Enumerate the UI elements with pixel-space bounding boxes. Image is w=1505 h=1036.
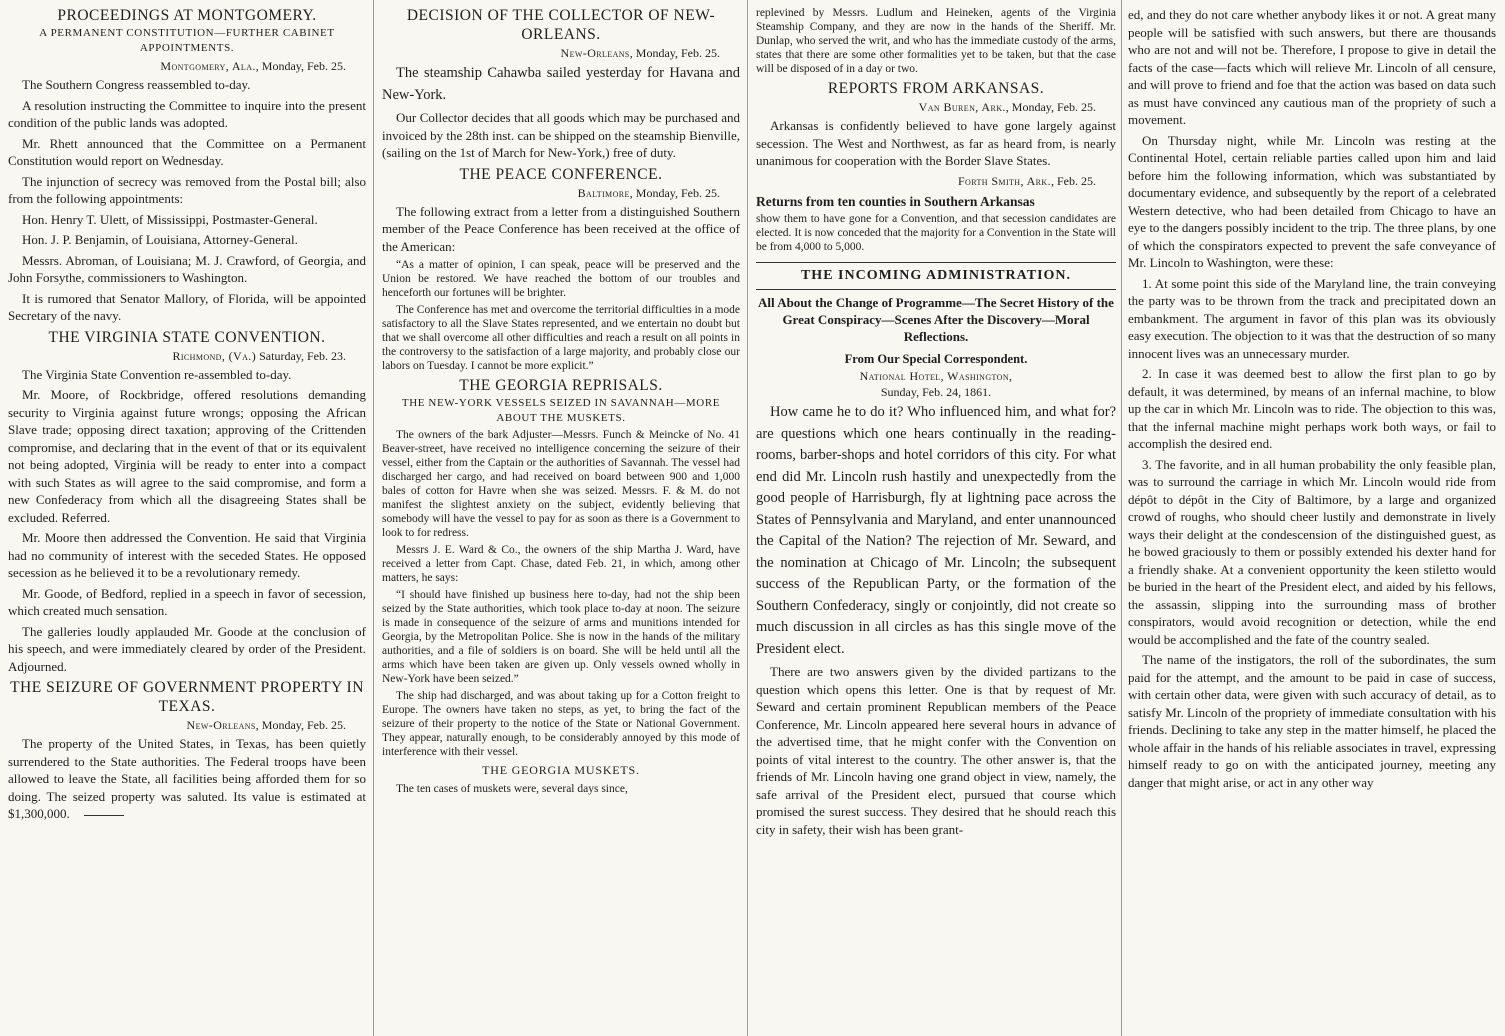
- paragraph: Mr. Moore then addressed the Convention. He said that Virginia had no community of interest with the seceded States. He opposed secession as he believed it to be a revolutionary remedy.: [8, 530, 366, 580]
- paragraph: Mr. Goode, of Bedford, replied in a speech in favor of secession, which created much sensation.: [8, 585, 366, 618]
- paragraph: The name of the instigators, the roll of the subordinates, the sum paid for the attempt, and the amount to be paid in case of success, with certain other data, were given with such accuracy of detail, as to satisfy Mr. Lincoln of the propriety of immediate consultation with his friends. Declining to take any step in the matter himself, he placed the whole affair in the hands of his reliable associates in travel, expressing himself ready to go on with the anticipated journey, meeting any danger that might arise, or act in any other way: [1128, 652, 1496, 790]
- paragraph: Hon. Henry T. Ulett, of Mississippi, Postmaster-General.: [22, 211, 318, 227]
- paragraph: Arkansas is confidently believed to have gone largely against secession. The West and Northwest, as far as heard from, is nearly unanimous for cooperation with the Border Slave States.: [756, 118, 1116, 168]
- paragraph: Our Collector decides that all goods which may be purchased and invoiced by the 28th inst. can be shipped on the steamship Bienville, (sailing on the 1st of March for New-York,) free of duty.: [382, 110, 740, 160]
- column-1: [8, 6, 366, 1036]
- paragraph: The owners of the bark Adjuster—Messrs. Funch & Meincke of No. 41 Beaver-street, have received no intelligence concerning the seizure of their vessel, either from the Captain or the authorities of Savannah. The vessel had discharged her cargo, and had received on board between 900 and 1,000 bales of cotton for Havre when she was seized. Messrs. F. & M. do not manifest the slightest anxiety on the subject, evidently believing that somebody will have the vessel to pay for as soon as there is a Government to look to for redress.: [382, 429, 740, 539]
- correspondent-line: From Our Special Correspondent.: [844, 351, 1028, 366]
- paragraph: The following extract from a letter from a distinguished Southern member of the Peace Conference has been received at the office of the American:: [382, 203, 740, 254]
- paragraph: Mr. Rhett announced that the Committee on a Permanent Constitution would report on Wednesday.: [8, 135, 366, 168]
- paragraph: The Virginia State Convention re-assembled to-day.: [22, 366, 292, 382]
- headline: THE PEACE CONFERENCE.: [459, 165, 663, 183]
- paragraph: 3. The favorite, and in all human probability the only feasible plan, was to surround the carriage in which Mr. Lincoln would ride from dépôt to dépôt in the City of Baltimore, by a large and organized crowd of roughs, who should cheer lustily and demonstrate in lively ways their delight at the condescension of the distinguished guest, as he bowed graciously to them or possibly extended his dexter hand for a friendly shake. At a convenient opportunity the keen stiletto would be buried in the heart of the President elect, and aided by his fellows, the assassin, slipping into the surrounding mass of brother conspirators, would avoid recognition or detection, while the end would be accomplished and the fate of the country sealed.: [1128, 456, 1496, 647]
- paragraph: The injunction of secrecy was removed from the Postal bill; also from the following appointments:: [8, 173, 366, 206]
- paragraph: The Southern Congress reassembled to-day.: [22, 77, 251, 92]
- paragraph: The steamship Cahawba sailed yesterday for Havana and New-York.: [382, 65, 740, 103]
- quote-paragraph: The Conference has met and overcome the territorial difficulties in a mode satisfactory to all the Slave States represented, and we entertain no doubt but that we shall overcome all other difficulties and reach a result on all points in the controversy to the satisfaction of a large majority, and probably close our labors on Tuesday. I cannot be more explicit.”: [382, 304, 740, 372]
- subheadline: A PERMANENT CONSTITUTION—FURTHER CABINET APPOINTMENTS.: [39, 27, 335, 54]
- dateline: National Hotel, Washington, Sunday, Feb. 24, 1861.: [859, 369, 1013, 399]
- paragraph: A resolution instructing the Committee to inquire into the present condition of the public lands was adopted.: [8, 97, 366, 130]
- dateline: Van Buren, Ark., Monday, Feb. 25.: [918, 100, 1096, 114]
- paragraph: Hon. J. P. Benjamin, of Louisiana, Attorney-General.: [22, 232, 298, 247]
- headline: DECISION OF THE COLLECTOR OF NEW-ORLEANS.: [406, 7, 716, 43]
- paragraph: There are two answers given by the divided partizans to the question which opens this letter. One is that by request of Mr. Seward and certain prominent Republican members of the Peace Conference, Mr. Lincoln appeared here several hours in advance of the advertised time, that he might confer with the Convention on points of vital interest to the country. The other answer is, that the friends of Mr. Lincoln having one grand object in view, namely, the safe arrival of the President elect, pursued that course which promised the surest success. They desired that he should reach this city in safety, their wish has been grant-: [756, 664, 1116, 837]
- column-rule: [1121, 0, 1122, 1036]
- paragraph: How came he to do it? Who influenced him, and what for? are questions which one hears continually in the reading-rooms, barber-shops and hotel corridors of this city. For what end did Mr. Lincoln rush hastily and unexpectedly from the good people of Harrisburgh, fly at lightning pace across the States of Pennsylvania and Maryland, and enter unannounced the Capital of the Nation? The rejection of Mr. Seward, and the nomination at Chicago of Mr. Lincoln; the subsequent success of the Republican Party, or the formation of the Southern Confederacy, singly or conjointly, did not create so much discussion in all circles as has this single move of the President elect.: [756, 404, 1116, 657]
- headline: PROCEEDINGS AT MONTGOMERY.: [57, 7, 317, 24]
- dateline: Richmond, (Va.) Saturday, Feb. 23.: [172, 348, 346, 363]
- headline: THE INCOMING ADMINISTRATION.: [756, 262, 1116, 290]
- dateline: New-Orleans, Monday, Feb. 25.: [560, 46, 720, 60]
- subheadline: THE NEW-YORK VESSELS SEIZED IN SAVANNAH—MORE ABOUT THE MUSKETS.: [401, 397, 721, 424]
- dateline: Baltimore, Monday, Feb. 25.: [577, 185, 720, 200]
- paragraph: replevined by Messrs. Ludlum and Heineken, agents of the Virginia Steamship Company, and they are now in the hands of the Sheriff. Mr. Dunlap, who served the writ, and who has the immediate custody of the arms, states that there are some other formalities yet to be taken, but that the case will be disposed of in a day or two.: [756, 7, 1116, 75]
- dateline: Forth Smith, Ark., Feb. 25.: [957, 173, 1096, 188]
- quote-paragraph: “I should have finished up business here to-day, had not the ship been seized by the State authorities, which took place to-day at noon. The seizure is made in consequence of the seizure of arms and munitions intended for Georgia, by the Metropolitan Police. She is now in the hands of the military authorities, and a file of soldiers is on board. She will be held until all the arms which have been taken are given up. Only vessels owned wholly in New-York have been seized.”: [382, 589, 740, 685]
- subheadline: All About the Change of Programme—The Secret History of the Great Conspiracy—Scenes After the Discovery—Moral Reflections.: [758, 294, 1114, 344]
- paragraph: Messrs. Abroman, of Louisiana; M. J. Crawford, of Georgia, and John Forsythe, commissioners to Washington.: [8, 252, 366, 285]
- headline: THE VIRGINIA STATE CONVENTION.: [48, 328, 326, 346]
- paragraph: The ship had discharged, and was about taking up for a Cotton freight to Europe. The owners have taken no steps, as yet, to bring the fact of the seizure of their property to the notice of the State or National Government. They appear, naturally enough, to be considerably annoyed by this mode of interference with their vessel.: [382, 690, 740, 758]
- bold-lead: Returns from ten counties in Southern Arkansas: [756, 193, 1035, 209]
- paragraph: It is rumored that Senator Mallory, of Florida, will be appointed Secretary of the navy.: [8, 290, 366, 323]
- paragraph: The ten cases of muskets were, several days since,: [396, 782, 628, 795]
- paragraph: 1. At some point this side of the Maryland line, the train conveying the party was to be thrown from the track and precipitated down an embankment. The argument in favor of this plan was its obviously easy execution. The objection to it was that the destruction of so many innocent lives was an unnecessary murder.: [1128, 275, 1496, 361]
- column-4: [1128, 6, 1496, 1036]
- column-rule: [373, 0, 374, 1036]
- end-rule: [84, 815, 124, 816]
- headline: THE GEORGIA REPRISALS.: [459, 377, 663, 394]
- headline: REPORTS FROM ARKANSAS.: [827, 80, 1045, 97]
- column-3: [756, 6, 1116, 1036]
- paragraph: The property of the United States, in Texas, has been quietly surrendered to the State authorities. The Federal troops have been allowed to leave the State, all facilities being afforded them for so doing. The seized property was saluted. Its value is estimated at $1,300,000.: [8, 736, 366, 821]
- quote-paragraph: “As a matter of opinion, I can speak, peace will be preserved and the Union be restored. We have reached the bottom of our troubles and henceforth our fortunes will be brighter.: [382, 259, 740, 299]
- dateline: New-Orleans, Monday, Feb. 25.: [186, 718, 346, 732]
- paragraph: Mr. Moore, of Rockbridge, offered resolutions demanding security to Virginia against future wrongs; opposing the African Slave trade; opposing direct taxation; approving of the Crittenden compromise, and declaring that in the event of that or its equivalent not being adopted, Virginia will be ready to enter into a compact with such States as will agree to the said compromise, and form a new Confederacy from which all the disagreeing States shall be excluded. Referred.: [8, 387, 366, 525]
- headline: THE GEORGIA MUSKETS.: [482, 763, 640, 777]
- paragraph: On Thursday night, while Mr. Lincoln was resting at the Continental Hotel, certain reliable parties called upon him and laid before him the following information, which was substantiated by documentary evidence, and subsequently by the report of a celebrated Western detective, who had been detailed from Chicago to have an eye to the dangers possibly incident to the trip. The three plans, by one of which the conspirators expected to prevent the safe conveyance of Mr. Lincoln to Washington, were these:: [1128, 132, 1496, 270]
- column-2: [382, 6, 740, 1036]
- paragraph: ed, and they do not care whether anybody likes it or not. A great many people will be satisfied with such answers, but there are thousands who are not and will not be. Therefore, I propose to give in detail the facts of the case—facts which will relieve Mr. Lincoln of all censure, and will prove to friend and foe that the action was based on data such as must have convinced any cautious man of the propriety of such a movement.: [1128, 7, 1496, 127]
- paragraph: show them to have gone for a Convention, and that secession candidates are elected. It is now conceded that the majority for a Convention in the State will be from 4,000 to 5,000.: [756, 213, 1116, 253]
- paragraph: 2. In case it was deemed best to allow the first plan to go by default, it was determined, by means of an infernal machine, to blow up the car in which Mr. Lincoln was to ride. The objection to this was, that the infernal machine might perhaps work both ways, or fail to accomplish the desired end.: [1128, 366, 1496, 451]
- paragraph: The galleries loudly applauded Mr. Goode at the conclusion of his speech, and were immediately cleared by order of the President. Adjourned.: [8, 623, 366, 674]
- column-rule: [747, 0, 748, 1036]
- headline: THE SEIZURE OF GOVERNMENT PROPERTY IN TEXAS.: [10, 679, 364, 715]
- dateline: Montgomery, Ala., Monday, Feb. 25.: [160, 59, 346, 73]
- paragraph: Messrs J. E. Ward & Co., the owners of the ship Martha J. Ward, have received a letter from Capt. Chase, dated Feb. 21, in which, among other matters, he says:: [382, 544, 740, 584]
